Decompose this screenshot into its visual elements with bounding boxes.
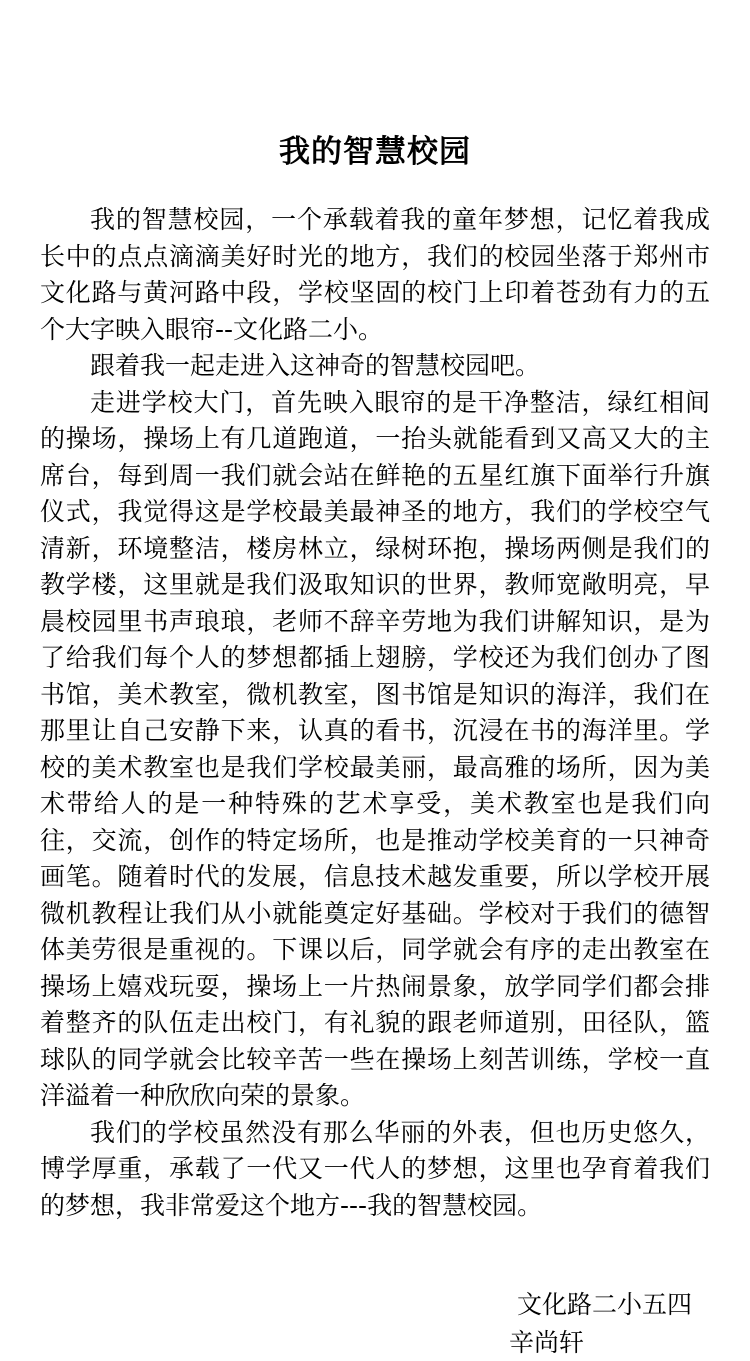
paragraph: 走进学校大门，首先映入眼帘的是干净整洁，绿红相间的操场，操场上有几道跑道，一抬头就能看到又高又大的主席台，每到周一我们就会站在鲜艳的五星红旗下面举行升旗仪式，我觉得这是学校最美最神圣的地方，我们的学校空气清新，环境整洁，楼房林立，绿树环抱，操场两侧是我们的教学楼，这里就是我们汲取知识的世界，教师宽敞明亮，早晨校园里书声琅琅，老师不辞辛劳地为我们讲解知识，是为了给我们每个人的梦想都插上翅膀，学校还为我们创办了图书馆，美术教室，微机教室，图书馆是知识的海洋，我们在那里让自己安静下来，认真的看书，沉浸在书的海洋里。学校的美术教室也是我们学校最美丽，最高雅的场所，因为美术带给人的是一种特殊的艺术享受，美术教室也是我们向往，交流，创作的特定场所，也是推动学校美育的一只神奇画笔。随着时代的发展，信息技术越发重要，所以学校开展微机教程让我们从小就能奠定好基础。学校对于我们的德智体美劳很是重视的。下课以后，同学就会有序的走出教室在操场上嬉戏玩耍，操场上一片热闹景象，放学同学们都会排着整齐的队伍走出校门，有礼貌的跟老师道别，田径队，篮球队的同学就会比较辛苦一些在操场上刻苦训练，学校一直洋溢着一种欣欣向荣的景象。	[40, 387, 710, 1111]
paragraph: 我们的学校虽然没有那么华丽的外表，但也历史悠久，博学厚重，承载了一代又一代人的梦想，这里也孕育着我们的梦想，我非常爱这个地方---我的智慧校园。	[40, 1117, 710, 1220]
page-title: 我的智慧校园	[279, 134, 471, 170]
signature-author: 辛尚轩	[508, 1327, 584, 1357]
signature-class: 文化路二小五四	[516, 1290, 692, 1320]
paragraph: 我的智慧校园，一个承载着我的童年梦想，记忆着我成长中的点点滴滴美好时光的地方，我们的校园坐落于郑州市文化路与黄河路中段，学校坚固的校门上印着苍劲有力的五个大字映入眼帘--文化路二小。	[40, 205, 710, 344]
document-body	[40, 202, 710, 1224]
signature-block	[40, 1286, 710, 1361]
paragraph: 跟着我一起走进入这神奇的智慧校园吧。	[90, 351, 541, 381]
